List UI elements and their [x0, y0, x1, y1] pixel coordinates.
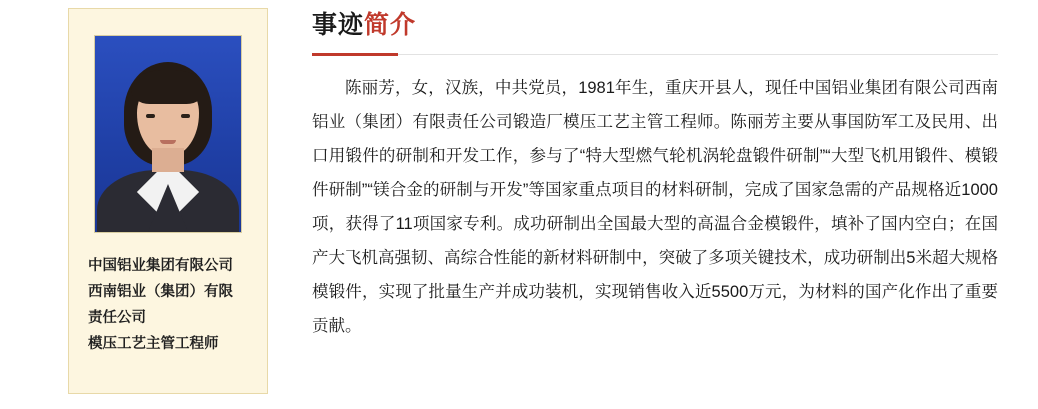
portrait-eye-left	[146, 114, 155, 118]
portrait-fringe	[131, 70, 205, 104]
portrait-mouth	[160, 140, 176, 144]
portrait-eye-right	[181, 114, 190, 118]
profile-line-3: 责任公司	[88, 310, 146, 326]
profile-line-1: 中国铝业集团有限公司	[88, 258, 233, 274]
section-heading-part1: 事迹	[312, 11, 365, 39]
portrait-photo	[94, 35, 242, 233]
profile-card	[68, 8, 268, 394]
section-heading-divider	[312, 54, 998, 55]
profile-affiliation	[88, 253, 248, 357]
profile-line-4: 模压工艺主管工程师	[88, 336, 219, 352]
article-body: 陈丽芳，女，汉族，中共党员，1981年生，重庆开县人，现任中国铝业集团有限公司西南铝业（集团）有限责任公司锻造厂模压工艺主管工程师。陈丽芳主要从事国防军工及民用、出口用锻件的研制和开发工作，参与了“特大型燃气轮机涡轮盘锻件研制”“大型飞机用锻件、模锻件研制”“镁合金的研制与开发”等国家重点项目的材料研制，完成了国家急需的产品规格近1000项，获得了11项国家专利。成功研制出全国最大型的高温合金模锻件，填补了国内空白；在国产大飞机高强韧、高综合性能的新材料研制中，突破了多项关键技术，成功研制出5米超大规格模锻件，实现了批量生产并成功装机，实现销售收入近5500万元，为材料的国产化作出了重要贡献。	[312, 79, 998, 335]
section-heading	[312, 8, 998, 52]
article-content	[312, 8, 998, 343]
profile-line-2: 西南铝业（集团）有限	[88, 284, 233, 300]
portrait-neck	[152, 148, 184, 172]
section-heading-part2: 简介	[364, 11, 417, 39]
